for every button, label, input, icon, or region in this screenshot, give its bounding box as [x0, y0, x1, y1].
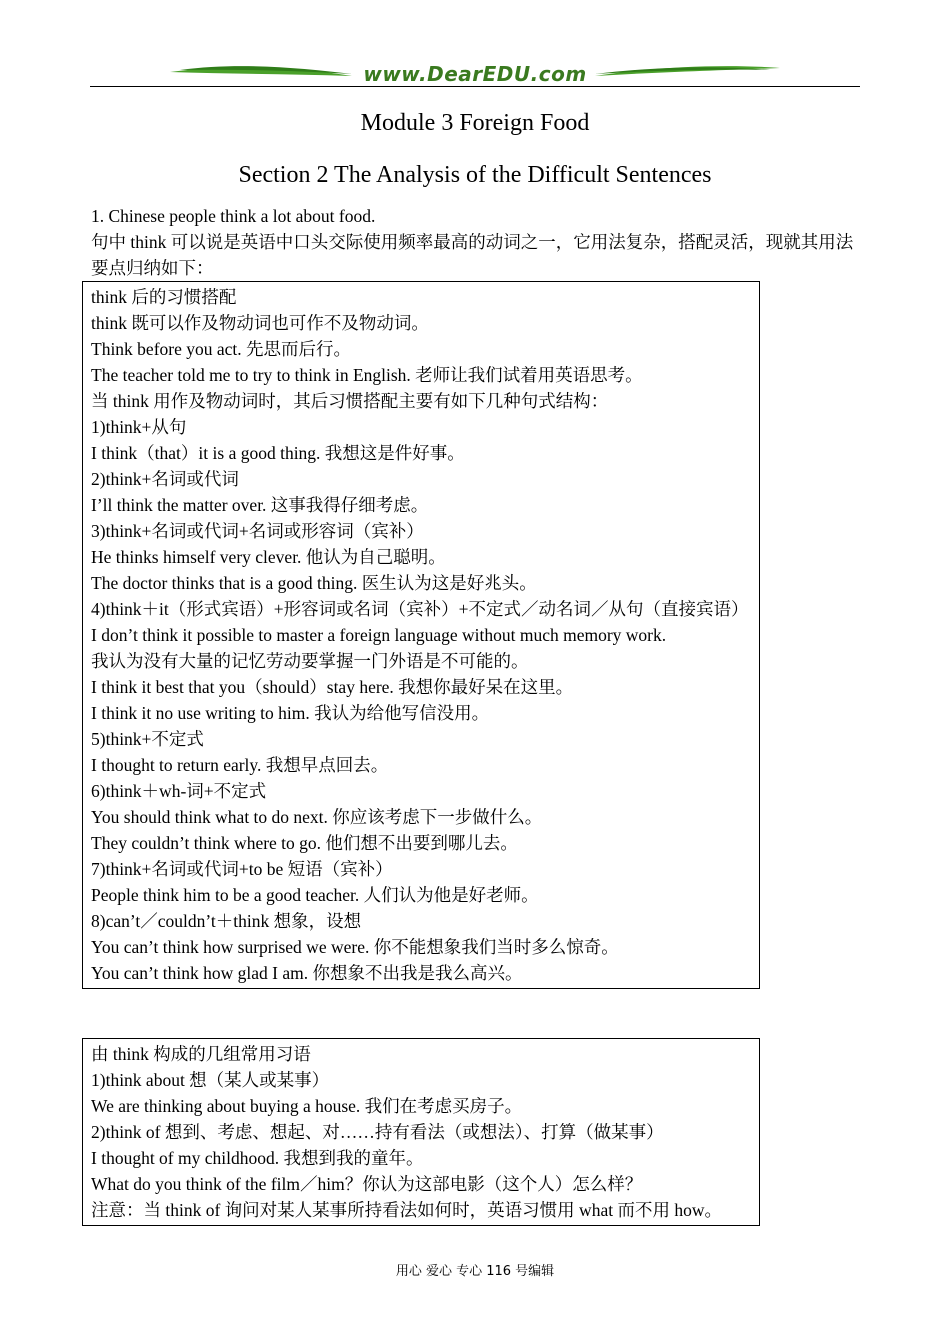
box1-line: 3)think+名词或代词+名词或形容词（宾补） [91, 521, 424, 541]
box1-line: I think（that）it is a good thing. 我想这是件好事。 [91, 443, 465, 463]
box1-line: You can’t think how glad I am. 你想象不出我是我么高兴。 [91, 963, 523, 983]
box1-line: 1)think+从句 [91, 417, 187, 437]
intro-sentence: 1. Chinese people think a lot about food. [91, 206, 376, 226]
page-footer: 用心 爱心 专心 116 号编辑 [395, 1264, 555, 1279]
box2-line: I thought of my childhood. 我想到我的童年。 [91, 1148, 424, 1168]
box1-line: The doctor thinks that is a good thing. 医生认为这是好兆头。 [91, 573, 537, 593]
box1-line: 6)think＋wh-词+不定式 [91, 781, 267, 801]
box2-line: 1)think about 想（某人或某事） [91, 1070, 330, 1090]
box1-line: You should think what to do next. 你应该考虑下一步做什么。 [91, 807, 543, 827]
box2-line: 注意：当 think of 询问对某人某事所持看法如何时，英语习惯用 what 而不用 how。 [91, 1200, 722, 1220]
site-logo-text: www.DearEDU.com [363, 62, 587, 86]
page-header [90, 60, 860, 92]
box1-line: 5)think+不定式 [91, 729, 204, 749]
box1-line: 7)think+名词或代词+to be 短语（宾补） [91, 859, 393, 879]
box1-line: 8)can’t／couldn’t＋think 想象，设想 [91, 911, 362, 931]
box1-line: I don’t think it possible to master a foreign language without much memory work. [91, 625, 667, 645]
box1-line: 当 think 用作及物动词时，其后习惯搭配主要有如下几种句式结构： [91, 391, 609, 411]
box1-line: People think him to be a good teacher. 人们认为他是好老师。 [91, 885, 539, 905]
box1-line: 2)think+名词或代词 [91, 469, 239, 489]
think-idioms-box [82, 1038, 760, 1226]
box1-line: I’ll think the matter over. 这事我得仔细考虑。 [91, 495, 429, 515]
box2-line: What do you think of the film／him？你认为这部电影（这个人）怎么样？ [91, 1174, 643, 1194]
box1-line: They couldn’t think where to go. 他们想不出要到哪儿去。 [91, 833, 518, 853]
box1-line: 4)think＋it（形式宾语）+形容词或名词（宾补）+不定式／动名词／从句（直接宾语） [91, 599, 749, 619]
box1-line: The teacher told me to try to think in English. 老师让我们试着用英语思考。 [91, 365, 643, 385]
box1-line: I think it no use writing to him. 我认为给他写信没用。 [91, 703, 490, 723]
intro-explanation: 句中 think 可以说是英语中口头交际使用频率最高的动词之一，它用法复杂，搭配灵活，现就其用法要点归纳如下： [91, 232, 854, 278]
header-rule [90, 86, 860, 87]
module-title: Module 3 Foreign Food [360, 110, 590, 136]
section-title: Section 2 The Analysis of the Difficult Sentences [238, 162, 712, 188]
box1-line: You can’t think how surprised we were. 你不能想象我们当时多么惊奇。 [91, 937, 619, 957]
box1-line: I think it best that you（should）stay here. 我想你最好呆在这里。 [91, 677, 574, 697]
box1-line: 我认为没有大量的记忆劳动要掌握一门外语是不可能的。 [91, 651, 529, 671]
box2-line: 2)think of 想到、考虑、想起、对……持有看法（或想法）、打算（做某事） [91, 1122, 664, 1142]
box1-line: think 后的习惯搭配 [91, 287, 237, 307]
box1-line: think 既可以作及物动词也可作不及物动词。 [91, 313, 429, 333]
box1-line: He thinks himself very clever. 他认为自己聪明。 [91, 547, 446, 567]
think-collocations-box [82, 281, 760, 989]
box1-line: Think before you act. 先思而后行。 [91, 339, 352, 359]
box1-line: I thought to return early. 我想早点回去。 [91, 755, 389, 775]
box2-line: 由 think 构成的几组常用习语 [91, 1044, 311, 1064]
box2-line: We are thinking about buying a house. 我们在考虑买房子。 [91, 1096, 523, 1116]
